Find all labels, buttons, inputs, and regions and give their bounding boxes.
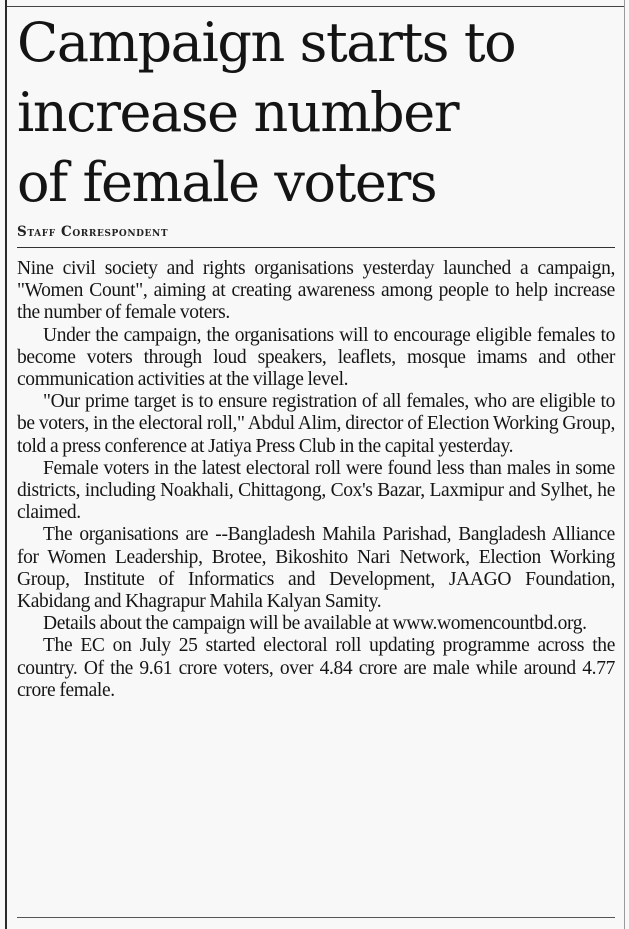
paragraph: The EC on July 25 started electoral roll updating programme across the country. Of the 9.61 crore voters, over 4.84 crore are male while around 4.77 crore female. [17,635,615,701]
paragraph: The organisations are --Bangladesh Mahila Parishad, Bangladesh Alliance for Women Leadership, Brotee, Bikoshito Nari Network, Election Working Group, Institute of Informatics and Development, JAAGO Foundation, Kabidang and Khagrapur Mahila Kalyan Samity. [17,524,615,613]
headline-line: of female voters [17,151,437,214]
headline-line: Campaign starts to [17,11,516,74]
top-rule [7,6,624,7]
paragraph: Female voters in the latest electoral roll were found less than males in some districts, including Noakhali, Chittagong, Cox's Bazar, Laxmipur and Sylhet, he claimed. [17,457,615,524]
paragraph: Nine civil society and rights organisations yesterday launched a campaign, "Women Count", aiming at creating awareness among people to help increase the number of female voters. [17,258,615,324]
paragraph: "Our prime target is to ensure registration of all females, who are eligible to be voters, in the electoral roll," Abdul Alim, director of Election Working Group, told a press conference at Jatiya Press Club in the capital yesterday. [17,391,615,457]
article-body [17,258,615,702]
bottom-rule [17,917,615,918]
article [17,8,615,702]
paragraph: Details about the campaign will be available at www.womencountbd.org. [43,613,587,635]
headline [17,8,615,218]
paragraph: Under the campaign, the organisations will to encourage eligible females to become voters through loud speakers, leaflets, mosque imams and other communication activities at the village level. [17,324,615,391]
column-rule-right [624,0,625,929]
byline: Staff Correspondent [17,224,615,248]
column-rule-left [5,0,7,929]
headline-line: increase number [17,81,459,144]
